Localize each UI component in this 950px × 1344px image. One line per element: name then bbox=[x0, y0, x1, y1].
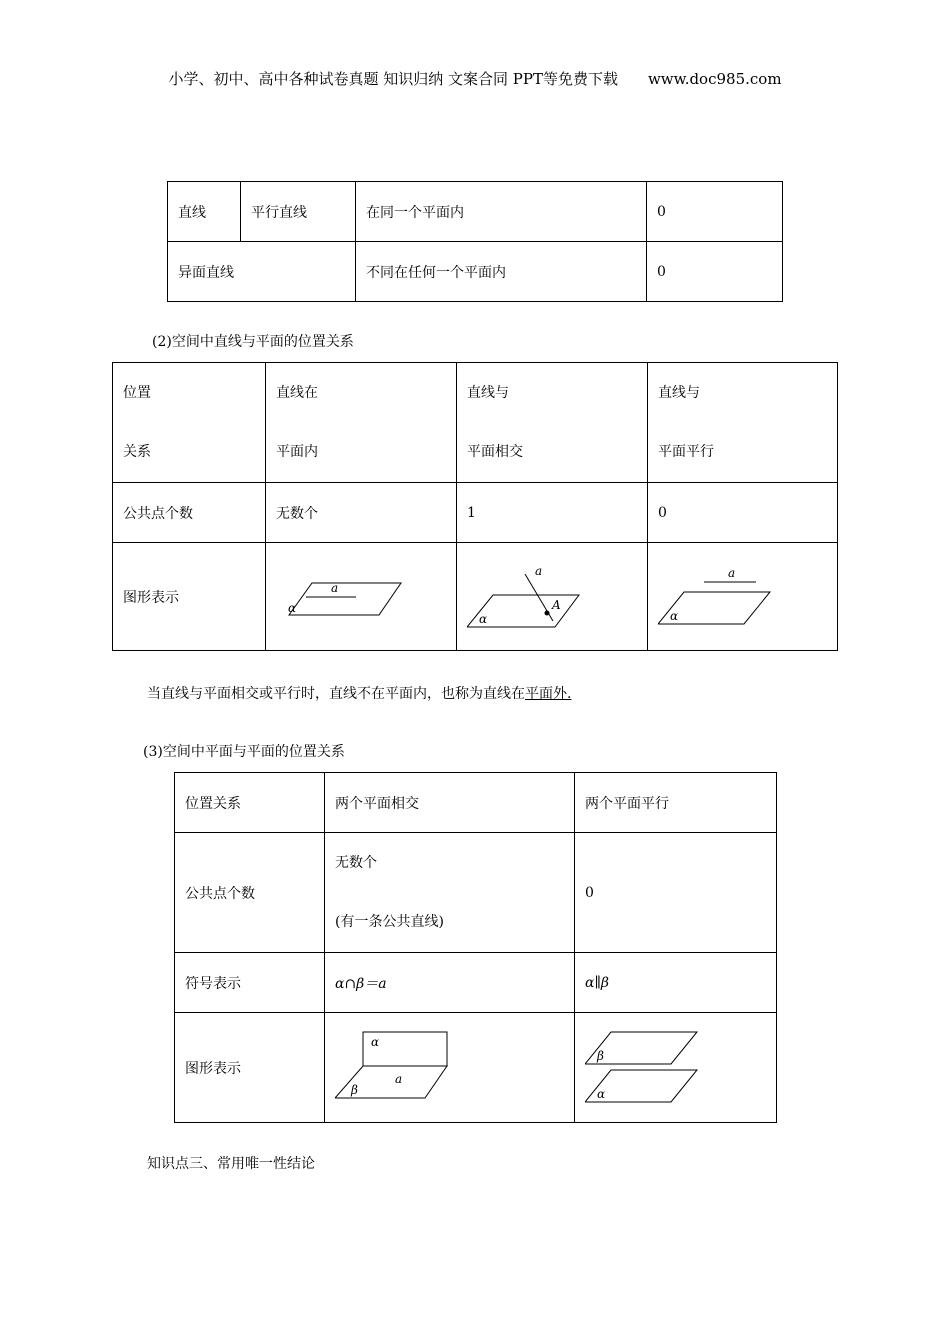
line-in-plane-figure bbox=[276, 567, 406, 627]
table-cell bbox=[113, 363, 266, 483]
table-cell: 0 bbox=[648, 483, 838, 543]
cell-line: 直线在 bbox=[276, 384, 318, 401]
plane-plane-table bbox=[174, 772, 777, 1123]
line-relation-table bbox=[167, 181, 783, 302]
label-alpha: α bbox=[479, 612, 488, 626]
line-plane-table bbox=[112, 362, 838, 651]
note-prefix: 当直线与平面相交或平行时，直线不在平面内，也称为直线在 bbox=[147, 686, 525, 702]
table-row bbox=[175, 833, 777, 953]
section-4-title: 知识点三、常用唯一性结论 bbox=[147, 1156, 315, 1172]
label-A: A bbox=[552, 598, 561, 612]
page-header: 小学、初中、高中各种试卷真题 知识归纳 文案合同 PPT等免费下载 www.doc985.com bbox=[168, 70, 782, 88]
table-row bbox=[175, 1013, 777, 1123]
line-intersect-plane-figure bbox=[467, 559, 597, 634]
cell-line: 平面相交 bbox=[467, 443, 523, 460]
cell-line: 直线与 bbox=[467, 384, 509, 401]
cell-line: (有一条公共直线) bbox=[335, 913, 444, 930]
label-a: a bbox=[728, 565, 736, 580]
table-cell: 公共点个数 bbox=[113, 483, 266, 543]
table-cell bbox=[648, 543, 838, 651]
table-cell bbox=[648, 363, 838, 483]
table-cell: 两个平面相交 bbox=[325, 773, 575, 833]
table-cell: 符号表示 bbox=[175, 953, 325, 1013]
label-alpha: α bbox=[288, 600, 297, 615]
table-cell: 平行直线 bbox=[241, 182, 356, 242]
label-beta: β bbox=[351, 1083, 358, 1097]
table-row bbox=[175, 773, 777, 833]
table-cell: 在同一个平面内 bbox=[356, 182, 647, 242]
label-alpha: α bbox=[597, 1086, 606, 1101]
table-row bbox=[175, 953, 777, 1013]
table-row bbox=[113, 363, 838, 483]
table-cell: 公共点个数 bbox=[175, 833, 325, 953]
table-cell: 无数个 bbox=[266, 483, 457, 543]
planes-intersect-figure bbox=[335, 1030, 465, 1105]
cell-line: 位置 bbox=[123, 384, 151, 401]
line-parallel-plane-figure bbox=[658, 562, 788, 632]
section-3-title: (3)空间中平面与平面的位置关系 bbox=[143, 744, 345, 760]
table-cell bbox=[457, 543, 648, 651]
table-row bbox=[113, 543, 838, 651]
table-cell: α∥β bbox=[575, 953, 777, 1013]
table-cell: 0 bbox=[575, 833, 777, 953]
table-cell bbox=[575, 1013, 777, 1123]
label-alpha: α bbox=[371, 1035, 380, 1049]
section-2-title: (2)空间中直线与平面的位置关系 bbox=[152, 334, 354, 350]
table-cell: 异面直线 bbox=[168, 242, 356, 302]
table-cell bbox=[457, 363, 648, 483]
table-cell: 两个平面平行 bbox=[575, 773, 777, 833]
cell-line: 平面平行 bbox=[658, 443, 714, 460]
note-text bbox=[147, 683, 571, 703]
table-cell: 图形表示 bbox=[113, 543, 266, 651]
note-underlined: 平面外. bbox=[525, 686, 572, 702]
cell-line: 直线与 bbox=[658, 384, 700, 401]
table-cell: 1 bbox=[457, 483, 648, 543]
table-cell bbox=[266, 363, 457, 483]
table-cell bbox=[325, 1013, 575, 1123]
cell-line: 无数个 bbox=[335, 854, 377, 871]
table-cell bbox=[325, 833, 575, 953]
table-cell: 位置关系 bbox=[175, 773, 325, 833]
table-cell: 直线 bbox=[168, 182, 241, 242]
label-a: a bbox=[535, 564, 543, 578]
label-a: a bbox=[331, 580, 339, 595]
table-row bbox=[168, 182, 783, 242]
table-cell: α∩β＝a bbox=[325, 953, 575, 1013]
table-cell bbox=[266, 543, 457, 651]
table-cell: 图形表示 bbox=[175, 1013, 325, 1123]
table-cell: 0 bbox=[647, 242, 783, 302]
label-a: a bbox=[395, 1072, 403, 1086]
label-alpha: α bbox=[670, 608, 679, 623]
planes-parallel-figure bbox=[585, 1028, 715, 1108]
label-beta: β bbox=[597, 1048, 604, 1063]
table-cell: 不同在任何一个平面内 bbox=[356, 242, 647, 302]
table-cell: 0 bbox=[647, 182, 783, 242]
cell-line: 关系 bbox=[123, 443, 151, 460]
table-row bbox=[113, 483, 838, 543]
table-row bbox=[168, 242, 783, 302]
cell-line: 平面内 bbox=[276, 443, 318, 460]
